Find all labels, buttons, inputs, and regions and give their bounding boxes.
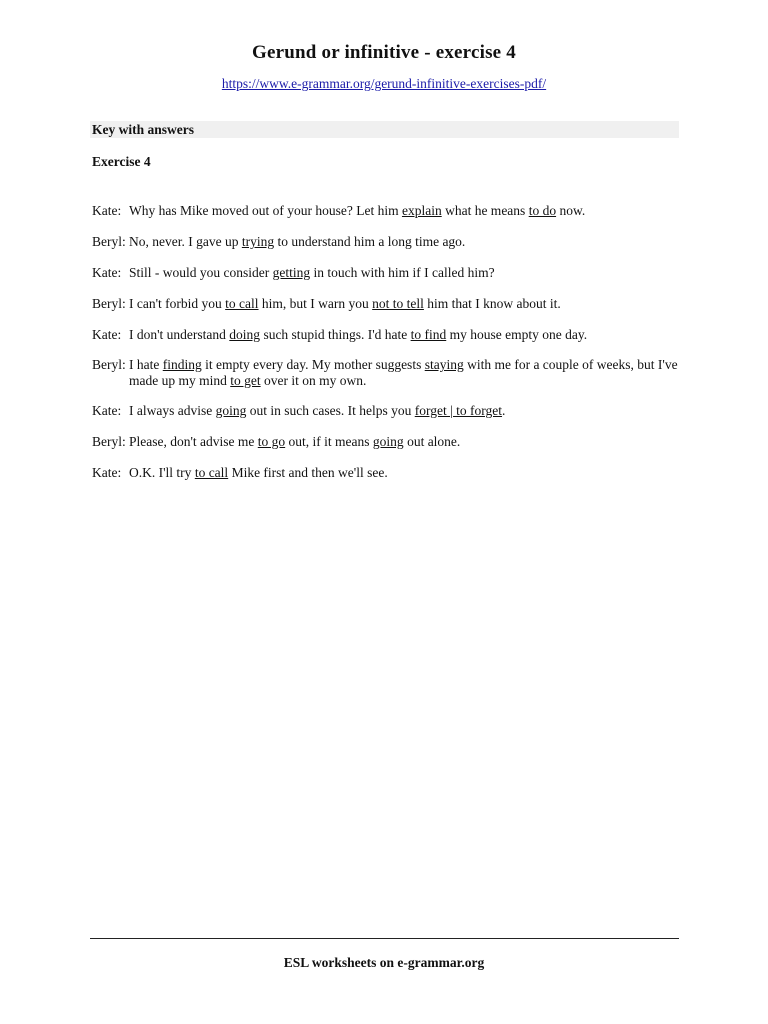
exercise-label: Exercise 4 (92, 154, 151, 169)
line-text (129, 357, 682, 389)
line-fragment: Mike first and then we'll see. (228, 465, 388, 480)
speaker-label: Kate: (92, 203, 122, 218)
section-header (90, 121, 679, 138)
answer-word: explain (401, 203, 442, 218)
line-fragment: I don't understand (129, 327, 230, 342)
line-fragment: such stupid things. I'd hate (260, 327, 411, 342)
speaker-label: Beryl: (92, 434, 126, 449)
line-fragment: Please, don't advise me (129, 434, 258, 449)
answer-word: to call (225, 296, 259, 311)
line-text (129, 234, 682, 250)
line-fragment: my house empty one day. (446, 327, 588, 342)
dialogue-line (92, 465, 682, 481)
dialogue-line (92, 203, 682, 219)
answer-word: not to tell (372, 296, 424, 311)
dialogue-line (92, 296, 682, 312)
line-fragment: Why has Mike moved out of your house? Let him (129, 203, 402, 218)
dialogue-line (92, 403, 682, 419)
answer-word: forget | to forget (414, 403, 503, 418)
answer-word: staying (424, 357, 464, 372)
speaker-label: Kate: (92, 327, 122, 342)
answer-word: doing (229, 327, 261, 342)
line-fragment: I hate (129, 357, 163, 372)
line-fragment: what he means (441, 203, 529, 218)
line-fragment: out, if it means (285, 434, 373, 449)
line-fragment: O.K. I'll try (129, 465, 195, 480)
line-text (129, 465, 682, 481)
line-fragment: I always advise (129, 403, 216, 418)
speaker-label: Beryl: (92, 234, 126, 249)
answer-word: going (215, 403, 247, 418)
answer-word: to get (230, 373, 261, 388)
line-fragment: I can't forbid you (129, 296, 226, 311)
line-fragment: Still - would you consider (129, 265, 273, 280)
line-fragment: over it on my own. (260, 373, 367, 388)
answer-word: to go (257, 434, 286, 449)
answer-word: to do (528, 203, 557, 218)
line-fragment: to understand him a long time ago. (274, 234, 466, 249)
speaker-label: Kate: (92, 403, 122, 418)
footer-text: ESL worksheets on e-grammar.org (283, 955, 485, 970)
line-text (129, 265, 682, 281)
answer-word: finding (162, 357, 202, 372)
section-label: Key with answers (92, 122, 194, 137)
line-text (129, 203, 682, 219)
dialogue-line (92, 434, 682, 450)
answer-word: to find (410, 327, 447, 342)
source-link[interactable]: https://www.e-grammar.org/gerund-infinitive-exercises-pdf/ (221, 76, 547, 91)
line-text (129, 327, 682, 343)
dialogue-line (92, 234, 682, 250)
speaker-label: Kate: (92, 465, 122, 480)
line-fragment: it empty every day. My mother suggests (201, 357, 425, 372)
dialogue-line (92, 265, 682, 281)
line-fragment: . (502, 403, 506, 418)
line-fragment: in touch with him if I called him? (310, 265, 495, 280)
line-text (129, 403, 682, 419)
answer-word: to call (194, 465, 229, 480)
answer-word: going (372, 434, 404, 449)
speaker-label: Beryl: (92, 357, 126, 372)
line-fragment: out alone. (403, 434, 461, 449)
answer-word: trying (241, 234, 275, 249)
dialogue-line (92, 357, 682, 389)
speaker-label: Kate: (92, 265, 122, 280)
footer-divider (90, 938, 679, 939)
line-fragment: out in such cases. It helps you (246, 403, 415, 418)
line-fragment: him, but I warn you (258, 296, 373, 311)
line-fragment: No, never. I gave up (129, 234, 242, 249)
line-fragment: now. (556, 203, 586, 218)
line-fragment: with me for a couple of weeks, but I've made up my mind (129, 357, 678, 388)
line-fragment: him that I know about it. (423, 296, 561, 311)
speaker-label: Beryl: (92, 296, 126, 311)
answer-word: getting (272, 265, 311, 280)
line-text (129, 296, 682, 312)
line-text (129, 434, 682, 450)
dialogue-line (92, 327, 682, 343)
document-title: Gerund or infinitive - exercise 4 (252, 42, 516, 63)
